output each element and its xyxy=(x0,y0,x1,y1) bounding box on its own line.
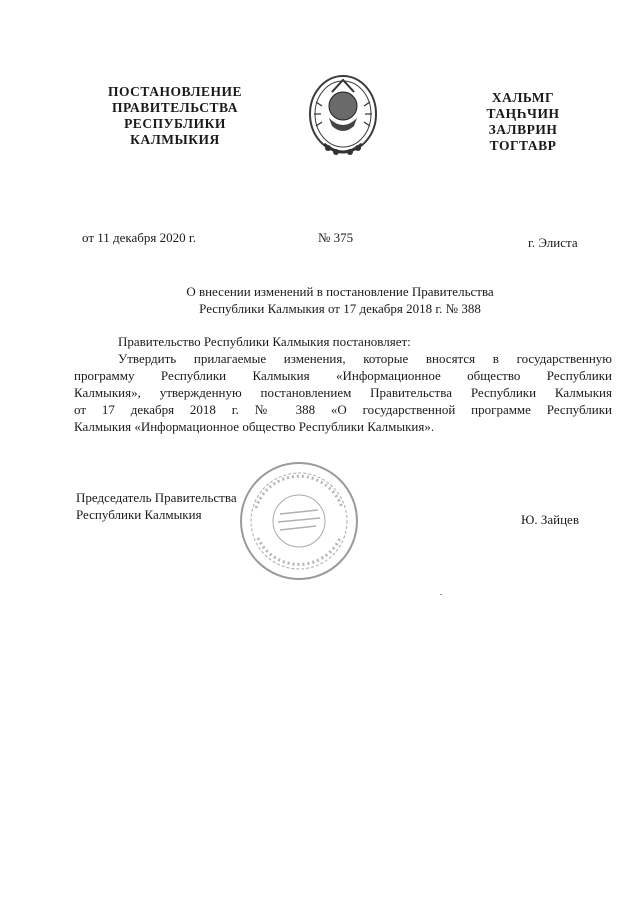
document-date: от 11 декабря 2020 г. xyxy=(82,230,197,245)
document-city: г. Элиста xyxy=(528,235,578,250)
paragraph-line: от 17 декабря 2018 г. № 388 «О государственной программе Республики xyxy=(74,402,612,417)
header-right-line: ТАҢҺЧИН xyxy=(486,106,560,121)
official-seal-stamp-icon xyxy=(236,458,362,584)
header-left-title xyxy=(100,84,250,148)
title-line: Республики Калмыкия от 17 декабря 2018 г. № 388 xyxy=(199,301,481,316)
body-paragraph xyxy=(74,350,612,435)
header-left-line: КАЛМЫКИЯ xyxy=(130,132,220,147)
header-left-line: ПОСТАНОВЛЕНИЕ xyxy=(107,84,243,99)
paragraph-line: Утвердить прилагаемые изменения, которые вносятся в государственную xyxy=(118,351,612,366)
document-body xyxy=(74,333,612,435)
signatory-name: Ю. Зайцев xyxy=(521,512,579,527)
title-line: О внесении изменений в постановление Правительства xyxy=(186,284,494,299)
header-left-line: ПРАВИТЕЛЬСТВА xyxy=(112,100,238,115)
body-intro: Правительство Республики Калмыкия постановляет: xyxy=(118,334,411,349)
paragraph-line: Калмыкия», утвержденную постановлением Правительства Республики Калмыкия xyxy=(74,385,612,400)
header-right-line: ЗАЛВРИН xyxy=(488,122,558,137)
paragraph-line: программу Республики Калмыкия «Информационное общество Республики xyxy=(74,368,612,383)
signatory-position xyxy=(76,489,237,523)
signatory-position-line: Республики Калмыкия xyxy=(76,507,202,522)
kalmykia-emblem-icon xyxy=(302,72,384,164)
document-title xyxy=(100,283,580,317)
header-left-line: РЕСПУБЛИКИ xyxy=(124,116,226,131)
header-right-line: ХАЛЬМГ xyxy=(491,90,555,105)
header-right-title xyxy=(468,90,578,154)
header-right-line: ТОГТАВР xyxy=(489,138,557,153)
document-number: № 375 xyxy=(318,230,354,245)
paragraph-line: Калмыкия «Информационное общество Республики Калмыкия». xyxy=(74,419,435,434)
scan-artifact xyxy=(440,594,442,595)
signatory-position-line: Председатель Правительства xyxy=(76,490,237,505)
